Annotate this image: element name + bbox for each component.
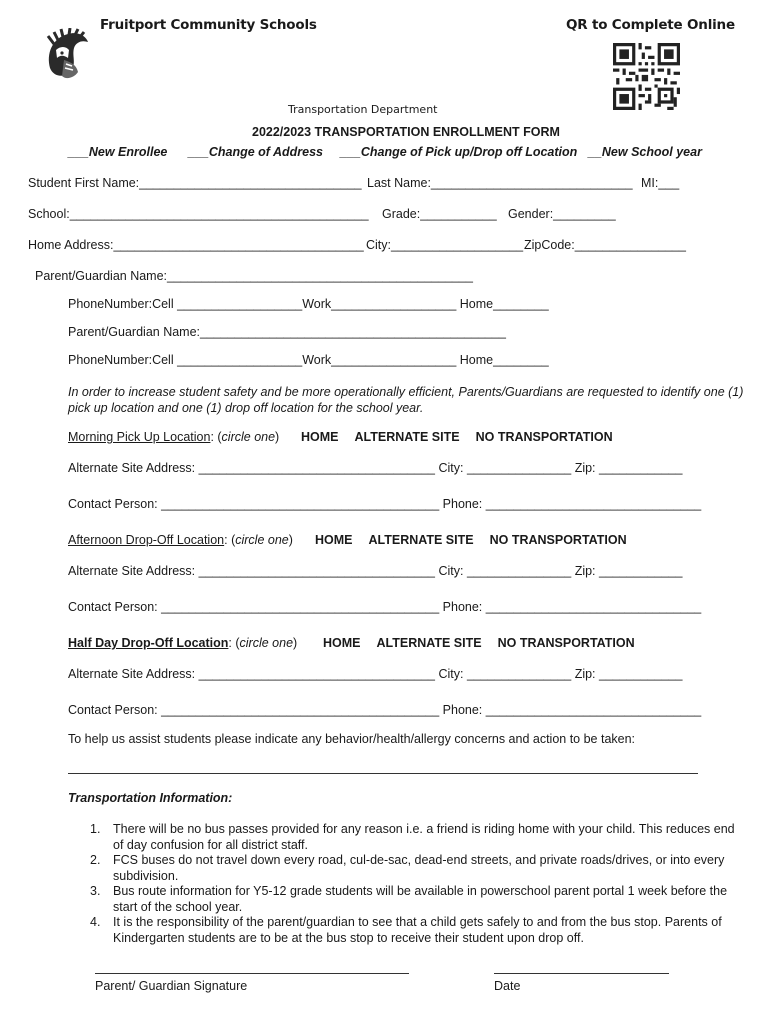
form-title: 2022/2023 TRANSPORTATION ENROLLMENT FORM <box>252 125 560 139</box>
info-item <box>90 884 740 915</box>
half-day-no-transport-option[interactable]: NO TRANSPORTATION <box>497 636 635 650</box>
signature-label: Parent/ Guardian Signature <box>95 979 248 993</box>
school-field[interactable]: School:___________________________________________ <box>28 207 369 221</box>
info-item <box>90 822 740 853</box>
change-of-address-option[interactable]: ___Change of Address <box>188 145 323 159</box>
info-item-text: It is the responsibility of the parent/guardian to see that a child gets safely to and from the bus stop. Parents of Kindergarten students are to be at the bus stop to receive their student upon drop off. <box>113 915 722 945</box>
gender-field[interactable]: Gender:_________ <box>508 207 616 221</box>
afternoon-dropoff-label: Afternoon Drop-Off Location <box>68 533 225 547</box>
afternoon-options <box>315 534 643 547</box>
half-day-home-option[interactable]: HOME <box>323 636 361 650</box>
morning-options <box>301 431 629 444</box>
morning-pickup-row: Morning Pick Up Location: (circle one) <box>68 430 280 444</box>
city-field[interactable]: City:___________________ <box>366 238 524 252</box>
morning-no-transport-option[interactable]: NO TRANSPORTATION <box>475 430 613 444</box>
half-day-options <box>323 637 651 650</box>
info-item <box>90 915 740 946</box>
home-address-field[interactable]: Home Address:____________________________________ <box>28 238 364 252</box>
morning-alt-site-field[interactable]: Alternate Site Address: __________________________________ City: _______________ Zip: ____________ <box>68 461 683 475</box>
morning-home-option[interactable]: HOME <box>301 430 339 444</box>
half-day-contact-field[interactable]: Contact Person: ________________________________________ Phone: _______________________________ <box>68 703 702 717</box>
zipcode-field[interactable]: ZipCode:________________ <box>524 238 686 252</box>
guardian-2-phone-field[interactable]: PhoneNumber:Cell __________________Work__________________ Home________ <box>68 353 549 367</box>
circle-one-note: circle one <box>221 430 276 444</box>
date-line[interactable] <box>494 973 669 974</box>
info-item-number: 3. <box>90 884 101 898</box>
new-enrollee-option[interactable]: ___New Enrollee <box>68 145 168 159</box>
guardian-1-phone-field[interactable]: PhoneNumber:Cell __________________Work__________________ Home________ <box>68 297 549 311</box>
afternoon-dropoff-row: Afternoon Drop-Off Location: (circle one) <box>68 533 293 547</box>
qr-label: QR to Complete Online <box>566 17 735 33</box>
info-item-number: 2. <box>90 853 101 867</box>
grade-field[interactable]: Grade:___________ <box>382 207 497 221</box>
info-item-text: There will be no bus passes provided for any reason i.e. a friend is riding home with your child. This reduces end of day confusion for all district staff. <box>113 822 735 852</box>
middle-initial-field[interactable]: MI:___ <box>641 176 680 190</box>
info-item-text: Bus route information for Y5-12 grade students will be available in powerschool parent portal 1 week before the start of the school year. <box>113 884 728 914</box>
guardian-2-name-field[interactable]: Parent/Guardian Name:____________________________________________ <box>68 325 506 339</box>
concerns-input-line[interactable] <box>68 773 698 774</box>
signature-line[interactable] <box>95 973 409 974</box>
info-item <box>90 853 740 884</box>
afternoon-no-transport-option[interactable]: NO TRANSPORTATION <box>489 533 627 547</box>
guardian-1-name-field[interactable]: Parent/Guardian Name:____________________________________________ <box>35 269 473 283</box>
half-day-dropoff-row: Half Day Drop-Off Location: (circle one) <box>68 636 298 650</box>
circle-one-note: circle one <box>235 533 289 547</box>
morning-pickup-label: Morning Pick Up Location <box>68 430 211 444</box>
qr-code[interactable] <box>613 43 680 110</box>
spartan-helmet-logo <box>42 28 94 82</box>
half-day-alternate-option[interactable]: ALTERNATE SITE <box>376 636 482 650</box>
intro-paragraph: In order to increase student safety and be more operationally efficient, Parents/Guardians are requested to identify one (1) pick up location and one (1) drop off location for the school year. <box>68 385 744 415</box>
half-day-alt-site-field[interactable]: Alternate Site Address: __________________________________ City: _______________ Zip: ____________ <box>68 667 683 681</box>
info-item-number: 4. <box>90 915 101 929</box>
half-day-dropoff-label: Half Day Drop-Off Location <box>68 636 229 650</box>
info-item-text: FCS buses do not travel down every road, cul-de-sac, dead-end streets, and private roads/drives, or into every subdivision. <box>113 853 725 883</box>
transportation-info-heading: Transportation Information: <box>68 791 233 805</box>
school-name: Fruitport Community Schools <box>100 17 317 33</box>
change-location-option[interactable]: ___Change of Pick up/Drop off Location <box>340 145 578 159</box>
department-label: Transportation Department <box>288 103 438 116</box>
morning-alternate-option[interactable]: ALTERNATE SITE <box>354 430 460 444</box>
morning-contact-field[interactable]: Contact Person: ________________________________________ Phone: _______________________________ <box>68 497 702 511</box>
new-school-year-option[interactable]: __New School year <box>588 145 702 159</box>
afternoon-contact-field[interactable]: Contact Person: ________________________________________ Phone: _______________________________ <box>68 600 702 614</box>
last-name-field[interactable]: Last Name:_____________________________ <box>367 176 633 190</box>
concerns-prompt: To help us assist students please indicate any behavior/health/allergy concerns and action to be taken: <box>68 732 636 746</box>
circle-one-note: circle one <box>239 636 294 650</box>
afternoon-alternate-option[interactable]: ALTERNATE SITE <box>368 533 474 547</box>
info-item-number: 1. <box>90 822 101 836</box>
afternoon-alt-site-field[interactable]: Alternate Site Address: __________________________________ City: _______________ Zip: ____________ <box>68 564 683 578</box>
afternoon-home-option[interactable]: HOME <box>315 533 353 547</box>
student-first-name-field[interactable]: Student First Name:________________________________ <box>28 176 362 190</box>
date-label: Date <box>494 979 521 993</box>
